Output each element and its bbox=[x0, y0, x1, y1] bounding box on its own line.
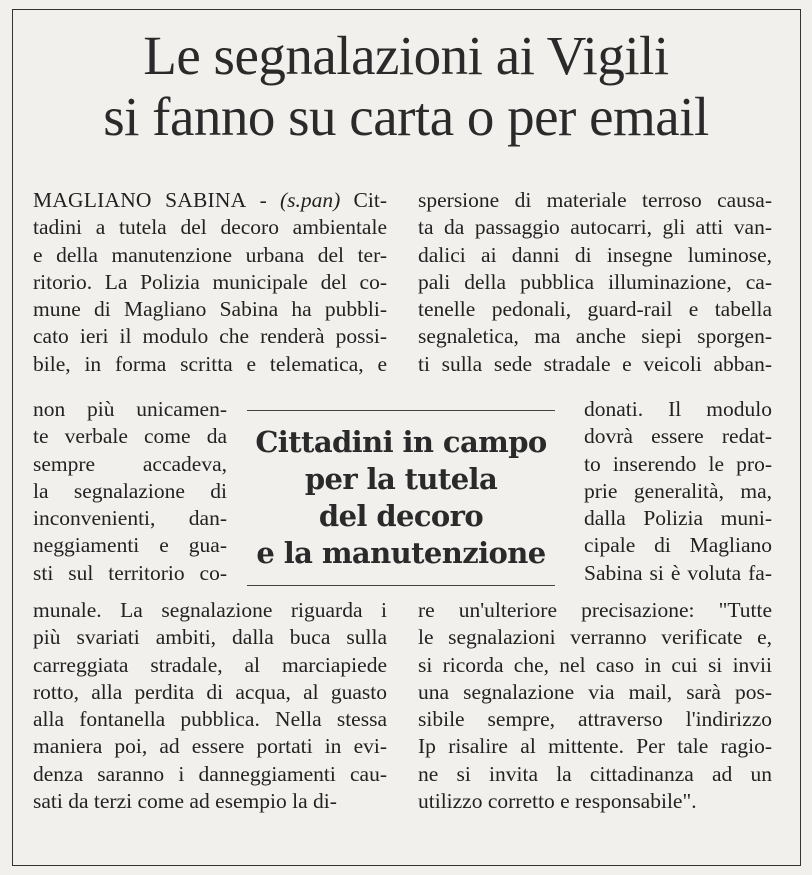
body-text-line: dalici ai danni di insegne luminose, bbox=[418, 242, 772, 267]
byline-line bbox=[33, 187, 387, 214]
body-text-line: mune di Magliano Sabina ha pubbli- bbox=[33, 297, 387, 322]
body-text-line: sempre accadeva, bbox=[33, 451, 227, 476]
body-text-line: la segnalazione di bbox=[33, 478, 227, 503]
body-text-line: to inserendo le pro- bbox=[584, 451, 772, 476]
body-text-line: ti sulla sede stradale e veicoli abban- bbox=[418, 351, 772, 376]
byline-place: MAGLIANO SABINA bbox=[33, 188, 247, 212]
body-text-line: segnaletica, ma anche siepi sporgen- bbox=[418, 324, 772, 349]
body-text-line: te verbale come da bbox=[33, 424, 227, 449]
body-text-line: pali della pubblica illuminazione, ca- bbox=[418, 269, 772, 294]
headline-line-1: Le segnalazioni ai Vigili bbox=[143, 25, 669, 86]
body-text-line: una segnalazione via mail, sarà pos- bbox=[418, 679, 772, 704]
body-text-line: ne si invita la cittadinanza ad un bbox=[418, 761, 772, 786]
body-text-line: utilizzo corretto e responsabile". bbox=[418, 789, 697, 814]
headline-line-2: si fanno su carta o per email bbox=[103, 85, 709, 147]
body-text-line: rotto, alla perdita di acqua, al guasto bbox=[33, 679, 387, 704]
left-column-narrow bbox=[33, 396, 227, 587]
body-text-line: maniera poi, ad essere portati in evi- bbox=[33, 734, 387, 759]
body-text-line: le segnalazioni verranno verificate e, bbox=[418, 625, 772, 650]
body-text-line: ta da passaggio autocarri, gli atti van- bbox=[418, 215, 772, 240]
right-column-narrow bbox=[584, 396, 772, 587]
body-text-line: tadini a tutela del decoro ambientale bbox=[33, 215, 387, 240]
body-text-line: sibile sempre, attraverso l'indirizzo bbox=[418, 707, 772, 732]
pull-quote-line-1: Cittadini in campo bbox=[255, 425, 547, 459]
body-text-line: ritorio. La Polizia municipale del co- bbox=[33, 269, 387, 294]
body-text-line: inconvenienti, dan- bbox=[33, 506, 227, 531]
byline-author: (s.pan) bbox=[279, 188, 341, 212]
article-headline bbox=[0, 26, 812, 147]
body-text-line: Ip risalire al mittente. Per tale ragio- bbox=[418, 734, 772, 759]
body-text-line: dovrà essere redat- bbox=[584, 424, 772, 449]
body-text-line: re un'ulteriore precisazione: "Tutte bbox=[418, 598, 772, 622]
body-text-line: cipale di Magliano bbox=[584, 533, 772, 558]
pull-quote-top-rule bbox=[247, 410, 555, 411]
body-text-line: tenelle pedonali, guard-rail e tabella bbox=[418, 297, 772, 322]
body-text-line: più svariati ambiti, dalla buca sulla bbox=[33, 625, 387, 650]
pull-quote-line-2: per la tutela bbox=[304, 462, 498, 496]
pull-quote bbox=[247, 424, 555, 572]
body-text-line: alla fontanella pubblica. Nella stessa bbox=[33, 707, 387, 732]
body-text-line: bile, in forma scritta e telematica, e bbox=[33, 351, 387, 376]
body-text-line: si ricorda che, nel caso in cui si invii bbox=[418, 652, 772, 677]
body-text-line: cato ieri il modulo che renderà possi- bbox=[33, 324, 387, 349]
body-text-line: e della manutenzione urbana del ter- bbox=[33, 242, 387, 267]
body-text-line: non più unicamen- bbox=[33, 397, 227, 421]
body-text-line: denza saranno i danneggiamenti cau- bbox=[33, 761, 387, 786]
body-text-line: neggiamenti e gua- bbox=[33, 533, 227, 558]
pull-quote-bottom-rule bbox=[247, 585, 555, 586]
body-text-line: carreggiata stradale, al marciapiede bbox=[33, 652, 387, 677]
body-text-line: spersione di materiale terroso causa- bbox=[418, 188, 772, 212]
body-text-line: Sabina si è voluta fa- bbox=[584, 560, 772, 585]
byline-separator: - bbox=[246, 188, 280, 212]
body-text-line: munale. La segnalazione riguarda i bbox=[33, 598, 387, 622]
pull-quote-line-4: e la manutenzione bbox=[256, 536, 546, 570]
left-column-bottom bbox=[33, 597, 387, 815]
body-text-line: prie generalità, ma, bbox=[584, 478, 772, 503]
pull-quote-line-3: del decoro bbox=[318, 499, 484, 533]
body-text-line: sti sul territorio co- bbox=[33, 560, 227, 585]
right-column-top bbox=[418, 187, 772, 378]
body-text-line: sati da terzi come ad esempio la di- bbox=[33, 789, 337, 814]
body-text: Cit- bbox=[340, 188, 387, 212]
body-text-line: donati. Il modulo bbox=[584, 397, 772, 421]
body-text-line: dalla Polizia muni- bbox=[584, 506, 772, 531]
left-column-top bbox=[33, 187, 387, 378]
right-column-bottom bbox=[418, 597, 772, 815]
